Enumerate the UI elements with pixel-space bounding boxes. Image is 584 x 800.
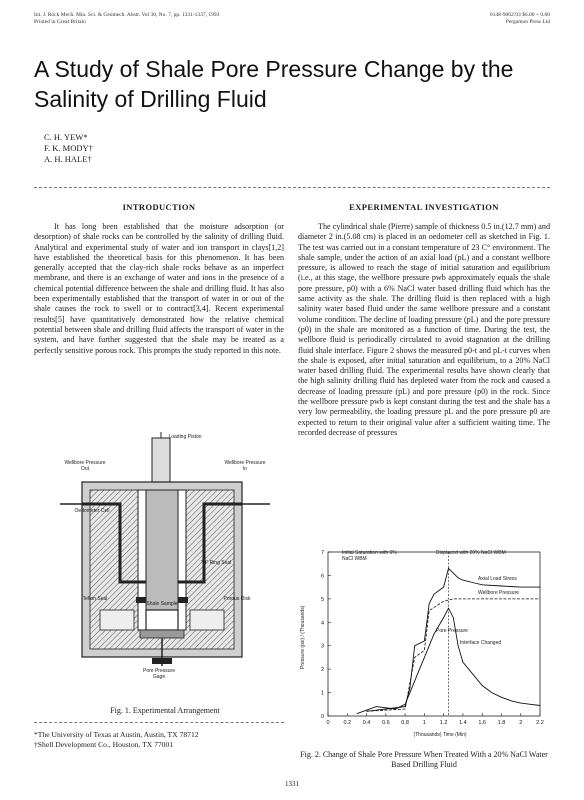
x-tick-label: 0	[326, 720, 330, 726]
figure-1-apparatus	[60, 432, 270, 702]
journal-header-left	[34, 12, 219, 26]
figure-1-caption: Fig. 1. Experimental Arrangement	[110, 706, 220, 715]
introduction-text: It has long been established that the moisture adsorption (or desorption) of shale rocks can be controlled by the salinity of drilling fluid. Analytical and experimental study of water and ion transport in clays[1,2] have established the theoretical basis for this phenomenon. It has been generally accepted that the clay-rich shale rocks behave as an imperfect membrane, and there is an exchange of water and ions in the presence of a chemical potential difference between the shale and drilling fluid. It has also been experimentally established that the transport of water in or out of the shale causes the rock to swell or to contract[3,4]. Recent experimental results[5] have quantitatively demonstrated how the relative chemical potential between shale and drilling fluid affects the transport of water in the system, and have further suggested that the shale may be treated as a perfectly sensitive porous rock. This prompts the study reported in this note.	[34, 222, 284, 355]
footnote-divider	[34, 722, 284, 723]
y-tick-label: 1	[320, 690, 324, 697]
footnote-2: †Shell Development Co., Houston, TX 77001	[34, 739, 174, 749]
label-loading-piston: Loading Piston	[168, 434, 202, 440]
annotation-initial-saturation: Initial Saturation with 6% NaCl WBM	[342, 550, 397, 562]
x-tick-label: 1.4	[459, 720, 467, 726]
label-wellbore-out: Wellbore Pressure Out	[64, 460, 106, 472]
series-line-wellbore-pressure	[367, 599, 541, 711]
x-tick-label: 0.4	[362, 720, 371, 726]
journal-publisher: Pergamon Press Ltd	[505, 19, 550, 25]
author-list	[44, 132, 93, 165]
author-3: A. H. HALE†	[44, 154, 92, 164]
figure-2-ylabel: Pressure (psi) / (Thousands)	[300, 605, 306, 669]
experimental-heading: EXPERIMENTAL INVESTIGATION	[349, 202, 499, 212]
figure-2-caption: Fig. 2. Change of Shale Pore Pressure When Treated With a 20% NaCl Water Based Drilling Fluid	[300, 750, 548, 769]
annotation-axial-load: Axial Load Stress	[478, 576, 517, 582]
journal-header-right	[490, 12, 550, 26]
annotation-pore-pressure: Pore Pressure	[436, 628, 468, 634]
y-tick-label: 6	[320, 573, 324, 580]
x-tick-label: 0.6	[381, 720, 390, 726]
experimental-text: The cylindrical shale (Pierre) sample of thickness 0.5 in.(12.7 mm) and diameter 2 in.(5.08 cm) is placed in an oedometer cell as sketched in Fig. 1. The test was carried out in a constant temperature of 23 C° environment. The shale sample, under the action of an axial load (pL) and a constant wellbore pressure, is allowed to reach the stage of initial saturation and equilibrium (i.e., at this stage, the wellbore pressure pwb approximately equals the shale pore pressure, p0) with a 6% NaCl water based drilling fluid which has the same activity as the shale. The drilling fluid is then replaced with a high salinity water based fluid under the same wellbore pressure and a constant volume condition. The decline of loading pressure (pL) and the pore pressure (p0) in the shale are monitored as a function of time. During the test, the wellbore fluid is periodically circulated to avoid stagnation at the drilling fluid shale interface. Figure 2 shows the measured p0-t and pL-t curves when the shale is exposed, after initial saturation and equilibrium, to a 20% NaCl water based drilling fluid. The experimental results have shown clearly that the high salinity drilling fluid has depleted water from the rock and caused a decrease of loading pressure (pL) and pore pressure (p0) in the rock. Since the wellbore pressure pwb is kept constant during the test and the shale has a very low permeability, the loading pressure pL and the pore pressure p0 are expected to return to their original value after a sufficient waiting time. The recorded decrease of pressures	[298, 222, 550, 437]
label-wellbore-in: Wellbore Pressure In	[224, 460, 266, 472]
x-tick-label: 0.8	[401, 720, 409, 726]
author-2: F. K. MODY†	[44, 143, 93, 153]
label-pore-pressure-gage: Pore Pressure Gage	[143, 668, 175, 680]
x-tick-label: 1	[422, 720, 426, 726]
introduction-heading: INTRODUCTION	[122, 202, 196, 212]
label-teflon-seal: Teflon Seal	[82, 596, 108, 602]
x-tick-label: 2	[519, 720, 523, 726]
y-tick-label: 0	[320, 714, 324, 720]
x-tick-label: 2.2	[536, 720, 544, 726]
y-tick-label: 7	[320, 550, 324, 556]
journal-price: 0148-9062/93 $6.00 + 0.00	[489, 12, 550, 18]
annotation-interface-changed: Interface Changed	[460, 640, 502, 646]
x-tick-label: 1.2	[439, 720, 448, 726]
annotation-displaced: Displaced with 20% NaCl WBM	[436, 550, 506, 556]
y-tick-label: 5	[320, 596, 324, 603]
footnotes	[34, 730, 284, 749]
page-title: A Study of Shale Pore Pressure Change by the Salinity of Drilling Fluid	[34, 56, 514, 112]
author-1: C. H. YEW*	[44, 132, 88, 142]
x-tick-label: 1.8	[497, 720, 506, 726]
y-tick-label: 2	[320, 667, 324, 674]
y-tick-label: 3	[320, 643, 324, 650]
annotation-wellbore-pressure: Wellbore Pressure	[478, 590, 520, 596]
label-oedometer-cell: Oedometer Cell	[74, 508, 110, 514]
journal-printed: Printed in Great Britain	[34, 19, 86, 25]
y-tick-label: 4	[320, 620, 324, 627]
figure-2-xlabel: (Thousands) Time (Min)	[413, 732, 467, 738]
x-tick-label: 0.2	[343, 720, 352, 726]
title-divider	[34, 187, 550, 188]
label-o-ring: "O" Ring Seal	[200, 560, 232, 566]
footnote-1: *The University of Texas at Austin, Austin, TX 78712	[34, 730, 199, 739]
x-tick-label: 1.6	[478, 720, 487, 726]
journal-citation: Int. J. Rock Mech. Min. Sci. & Geomech. Abstr. Vol 30, No. 7, pp. 1331-1337, 1993	[34, 12, 220, 18]
page-number: 1331	[285, 780, 299, 788]
label-shale-sample: Shale Sample	[146, 601, 178, 607]
label-porous-disk: Porous Disk	[223, 596, 251, 602]
